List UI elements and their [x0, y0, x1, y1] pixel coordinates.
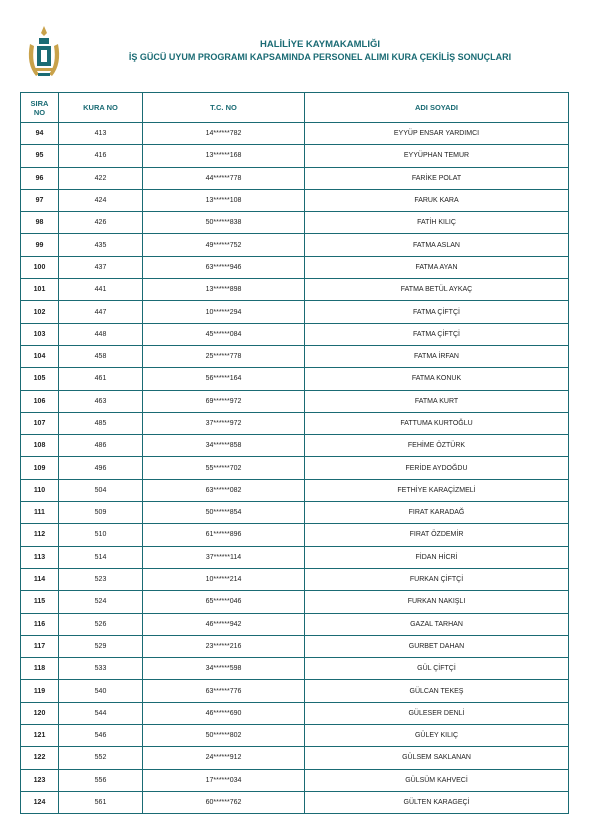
tc-cell: 13******168 — [143, 145, 305, 167]
table-row — [21, 368, 569, 390]
kura-cell: 523 — [59, 568, 143, 590]
name-cell: FATİH KILIÇ — [305, 212, 569, 234]
kura-cell: 552 — [59, 747, 143, 769]
kura-cell: 458 — [59, 345, 143, 367]
kura-cell: 485 — [59, 412, 143, 434]
header-sira-no — [21, 93, 59, 123]
kura-cell: 461 — [59, 368, 143, 390]
name-cell: FERİDE AYDOĞDU — [305, 457, 569, 479]
table-row — [21, 212, 569, 234]
name-cell: FURKAN ÇİFTÇİ — [305, 568, 569, 590]
kura-cell: 546 — [59, 725, 143, 747]
sira-cell: 118 — [21, 658, 59, 680]
name-cell: FATMA BETÜL AYKAÇ — [305, 279, 569, 301]
kura-cell: 463 — [59, 390, 143, 412]
tc-cell: 50******854 — [143, 502, 305, 524]
name-cell: GÜLCAN TEKEŞ — [305, 680, 569, 702]
table-row — [21, 435, 569, 457]
name-cell: FATMA KURT — [305, 390, 569, 412]
kura-cell: 435 — [59, 234, 143, 256]
table-row — [21, 524, 569, 546]
sira-cell: 110 — [21, 479, 59, 501]
name-cell: FEHİME ÖZTÜRK — [305, 435, 569, 457]
table-row — [21, 301, 569, 323]
tc-cell: 49******752 — [143, 234, 305, 256]
kura-cell: 448 — [59, 323, 143, 345]
name-cell: FATMA ÇİFTÇİ — [305, 323, 569, 345]
table-row — [21, 323, 569, 345]
sira-cell: 115 — [21, 591, 59, 613]
table-row — [21, 769, 569, 791]
sira-cell: 105 — [21, 368, 59, 390]
kura-cell: 526 — [59, 613, 143, 635]
tc-cell: 23******216 — [143, 635, 305, 657]
sira-cell: 123 — [21, 769, 59, 791]
table-row — [21, 747, 569, 769]
sira-cell: 109 — [21, 457, 59, 479]
table-row — [21, 412, 569, 434]
sira-cell: 121 — [21, 725, 59, 747]
name-cell: FİDAN HİCRİ — [305, 546, 569, 568]
table-row — [21, 457, 569, 479]
kura-cell: 533 — [59, 658, 143, 680]
sira-cell: 120 — [21, 702, 59, 724]
tc-cell: 37******114 — [143, 546, 305, 568]
kura-cell: 416 — [59, 145, 143, 167]
table-row — [21, 279, 569, 301]
sira-cell: 96 — [21, 167, 59, 189]
name-cell: FATMA İRFAN — [305, 345, 569, 367]
tc-cell: 34******598 — [143, 658, 305, 680]
sira-cell: 97 — [21, 189, 59, 211]
sira-cell: 116 — [21, 613, 59, 635]
sira-cell: 122 — [21, 747, 59, 769]
tc-cell: 55******702 — [143, 457, 305, 479]
table-row — [21, 234, 569, 256]
name-cell: FATTUMA KURTOĞLU — [305, 412, 569, 434]
table-row — [21, 725, 569, 747]
kura-cell: 447 — [59, 301, 143, 323]
kura-cell: 504 — [59, 479, 143, 501]
tc-cell: 10******214 — [143, 568, 305, 590]
tc-cell: 13******898 — [143, 279, 305, 301]
name-cell: FATMA ASLAN — [305, 234, 569, 256]
sira-cell: 104 — [21, 345, 59, 367]
kura-cell: 424 — [59, 189, 143, 211]
tc-cell: 46******690 — [143, 702, 305, 724]
document-title: İŞ GÜCÜ UYUM PROGRAMI KAPSAMINDA PERSONEL ALIMI KURA ÇEKİLİŞ SONUÇLARI — [128, 52, 512, 62]
table-row — [21, 680, 569, 702]
table-row — [21, 167, 569, 189]
institution-title: HALİLİYE KAYMAKAMLIĞI — [260, 39, 380, 50]
haliliye-logo-icon — [24, 24, 64, 80]
name-cell: FURKAN NAKIŞLI — [305, 591, 569, 613]
name-cell: GAZAL TARHAN — [305, 613, 569, 635]
document-header — [70, 38, 570, 64]
kura-cell: 441 — [59, 279, 143, 301]
kura-cell: 544 — [59, 702, 143, 724]
sira-cell: 94 — [21, 123, 59, 145]
name-cell: FATMA AYAN — [305, 256, 569, 278]
tc-cell: 69******972 — [143, 390, 305, 412]
tc-cell: 65******046 — [143, 591, 305, 613]
tc-cell: 25******778 — [143, 345, 305, 367]
table-row — [21, 189, 569, 211]
tc-cell: 10******294 — [143, 301, 305, 323]
table-row — [21, 390, 569, 412]
sira-cell: 101 — [21, 279, 59, 301]
name-cell: GÜLEY KILIÇ — [305, 725, 569, 747]
kura-cell: 426 — [59, 212, 143, 234]
table-row — [21, 591, 569, 613]
name-cell: FIRAT KARADAĞ — [305, 502, 569, 524]
sira-cell: 113 — [21, 546, 59, 568]
table-row — [21, 123, 569, 145]
name-cell: FATMA KONUK — [305, 368, 569, 390]
kura-cell: 514 — [59, 546, 143, 568]
tc-cell: 17******034 — [143, 769, 305, 791]
header-tc-no: T.C. NO — [143, 93, 305, 123]
name-cell: FATMA ÇİFTÇİ — [305, 301, 569, 323]
sira-cell: 117 — [21, 635, 59, 657]
sira-cell: 106 — [21, 390, 59, 412]
kura-cell: 524 — [59, 591, 143, 613]
header-sira-line2: NO — [33, 107, 46, 117]
name-cell: GÜL ÇİFTÇİ — [305, 658, 569, 680]
name-cell: GURBET DAHAN — [305, 635, 569, 657]
header-adi-soyadi: ADI SOYADI — [305, 93, 569, 123]
kura-cell: 413 — [59, 123, 143, 145]
sira-cell: 107 — [21, 412, 59, 434]
tc-cell: 44******778 — [143, 167, 305, 189]
tc-cell: 50******838 — [143, 212, 305, 234]
table-row — [21, 568, 569, 590]
header-sira-line1: SIRA — [30, 98, 49, 108]
table-row — [21, 546, 569, 568]
kura-cell: 561 — [59, 791, 143, 813]
kura-cell: 529 — [59, 635, 143, 657]
tc-cell: 60******762 — [143, 791, 305, 813]
table-row — [21, 502, 569, 524]
table-row — [21, 658, 569, 680]
table-row — [21, 791, 569, 813]
sira-cell: 124 — [21, 791, 59, 813]
tc-cell: 56******164 — [143, 368, 305, 390]
header-kura-no: KURA NO — [59, 93, 143, 123]
kura-cell: 486 — [59, 435, 143, 457]
results-table — [20, 92, 569, 814]
table-row — [21, 479, 569, 501]
sira-cell: 103 — [21, 323, 59, 345]
tc-cell: 34******858 — [143, 435, 305, 457]
name-cell: GÜLESER DENLİ — [305, 702, 569, 724]
tc-cell: 13******108 — [143, 189, 305, 211]
table-row — [21, 613, 569, 635]
kura-cell: 496 — [59, 457, 143, 479]
table-row — [21, 256, 569, 278]
kura-cell: 556 — [59, 769, 143, 791]
tc-cell: 63******082 — [143, 479, 305, 501]
name-cell: FARUK KARA — [305, 189, 569, 211]
name-cell: GÜLSÜM KAHVECİ — [305, 769, 569, 791]
sira-cell: 111 — [21, 502, 59, 524]
kura-cell: 510 — [59, 524, 143, 546]
tc-cell: 45******084 — [143, 323, 305, 345]
sira-cell: 108 — [21, 435, 59, 457]
tc-cell: 63******946 — [143, 256, 305, 278]
sira-cell: 100 — [21, 256, 59, 278]
tc-cell: 50******802 — [143, 725, 305, 747]
sira-cell: 102 — [21, 301, 59, 323]
tc-cell: 46******942 — [143, 613, 305, 635]
table-row — [21, 145, 569, 167]
table-row — [21, 345, 569, 367]
sira-cell: 95 — [21, 145, 59, 167]
sira-cell: 114 — [21, 568, 59, 590]
kura-cell: 540 — [59, 680, 143, 702]
name-cell: GÜLSEM SAKLANAN — [305, 747, 569, 769]
name-cell: FIRAT ÖZDEMİR — [305, 524, 569, 546]
sira-cell: 112 — [21, 524, 59, 546]
sira-cell: 98 — [21, 212, 59, 234]
table-header-row — [21, 93, 569, 123]
tc-cell: 14******782 — [143, 123, 305, 145]
tc-cell: 63******776 — [143, 680, 305, 702]
kura-cell: 509 — [59, 502, 143, 524]
name-cell: GÜLTEN KARAGEÇİ — [305, 791, 569, 813]
sira-cell: 99 — [21, 234, 59, 256]
name-cell: EYYÜP ENSAR YARDIMCI — [305, 123, 569, 145]
name-cell: FETHİYE KARAÇİZMELİ — [305, 479, 569, 501]
table-row — [21, 635, 569, 657]
kura-cell: 437 — [59, 256, 143, 278]
sira-cell: 119 — [21, 680, 59, 702]
name-cell: EYYÜPHAN TEMUR — [305, 145, 569, 167]
kura-cell: 422 — [59, 167, 143, 189]
name-cell: FARİKE POLAT — [305, 167, 569, 189]
tc-cell: 61******896 — [143, 524, 305, 546]
tc-cell: 37******972 — [143, 412, 305, 434]
tc-cell: 24******912 — [143, 747, 305, 769]
table-row — [21, 702, 569, 724]
